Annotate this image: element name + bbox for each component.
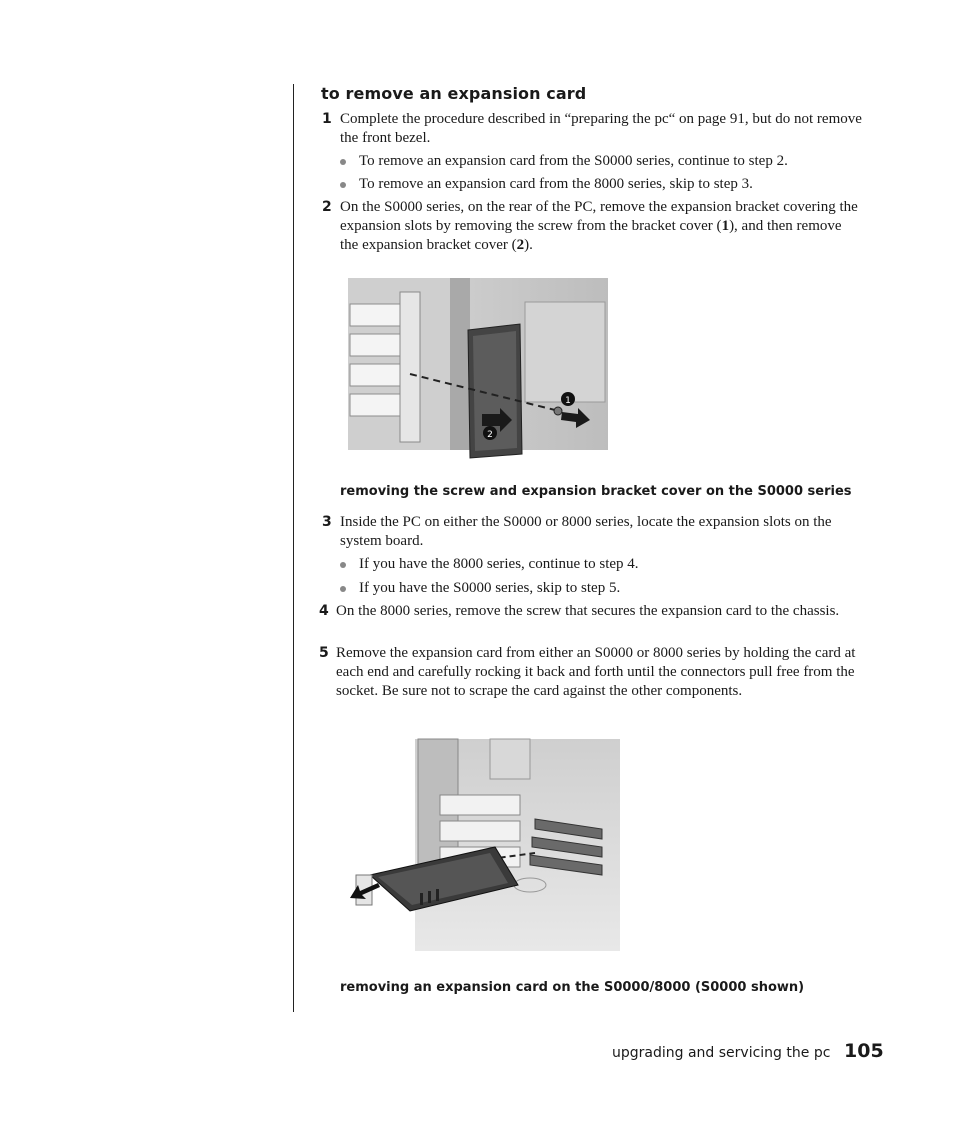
- step-text: Remove the expansion card from either an S0000 or 8000 series by holding the card at each end and carefully rocking it back and forth until the connectors pull free from the socket. Be sure not to scrape the card against the other components.: [336, 645, 856, 699]
- callout-ref-1: 1: [721, 218, 730, 234]
- bullet-icon: [340, 182, 346, 188]
- margin-rule: [293, 84, 294, 1012]
- bullet-text: To remove an expansion card from the 8000 series, skip to step 3.: [359, 176, 753, 192]
- step-number: 4: [319, 603, 329, 619]
- bullet-text: If you have the S0000 series, skip to step 5.: [359, 580, 621, 596]
- bullet-icon: [340, 562, 346, 568]
- step-text-part: ).: [524, 237, 533, 253]
- bullet-text: To remove an expansion card from the S0000 series, continue to step 2.: [359, 153, 788, 169]
- step-text: [340, 198, 862, 255]
- step-3: [322, 513, 867, 553]
- running-footer: upgrading and servicing the pc: [612, 1045, 831, 1061]
- step-text: Inside the PC on either the S0000 or 8000 series, locate the expansion slots on the system board.: [340, 514, 832, 549]
- callout-ref-2: 2: [516, 237, 525, 253]
- step-number: 5: [319, 645, 329, 661]
- step-5: [319, 644, 876, 724]
- callout-1: 1: [565, 396, 571, 406]
- step-text: On the 8000 series, remove the screw that secures the expansion card to the chassis.: [336, 603, 840, 619]
- figure-caption: removing the screw and expansion bracket cover on the S0000 series: [340, 484, 852, 499]
- bullet-icon: [340, 159, 346, 165]
- figure-caption: removing an expansion card on the S0000/8000 (S0000 shown): [340, 980, 805, 995]
- figure-expansion-card-illustration: [340, 735, 625, 955]
- figure-bracket-cover-illustration: [340, 272, 615, 462]
- section-heading: to remove an expansion card: [321, 84, 587, 103]
- bullet-icon: [340, 586, 346, 592]
- bullet-text: If you have the 8000 series, continue to step 4.: [359, 556, 639, 572]
- step-4: [319, 602, 859, 642]
- callout-2: 2: [487, 430, 493, 440]
- step-number: 2: [322, 199, 332, 215]
- page-number: 105: [844, 1040, 884, 1062]
- step-number: 1: [322, 111, 332, 127]
- step-number: 3: [322, 514, 332, 530]
- step-1: [322, 110, 862, 150]
- step-text-part: ), and then remove the expansion bracket cover (: [340, 218, 842, 253]
- step-text-part: On the S0000 series, on the rear of the PC, remove the expansion bracket covering the expansion slots by removing the screw from the bracket cover (: [340, 199, 858, 234]
- step-2: [322, 198, 862, 258]
- step-text: Complete the procedure described in “preparing the pc“ on page 91, but do not remove the front bezel.: [340, 111, 862, 146]
